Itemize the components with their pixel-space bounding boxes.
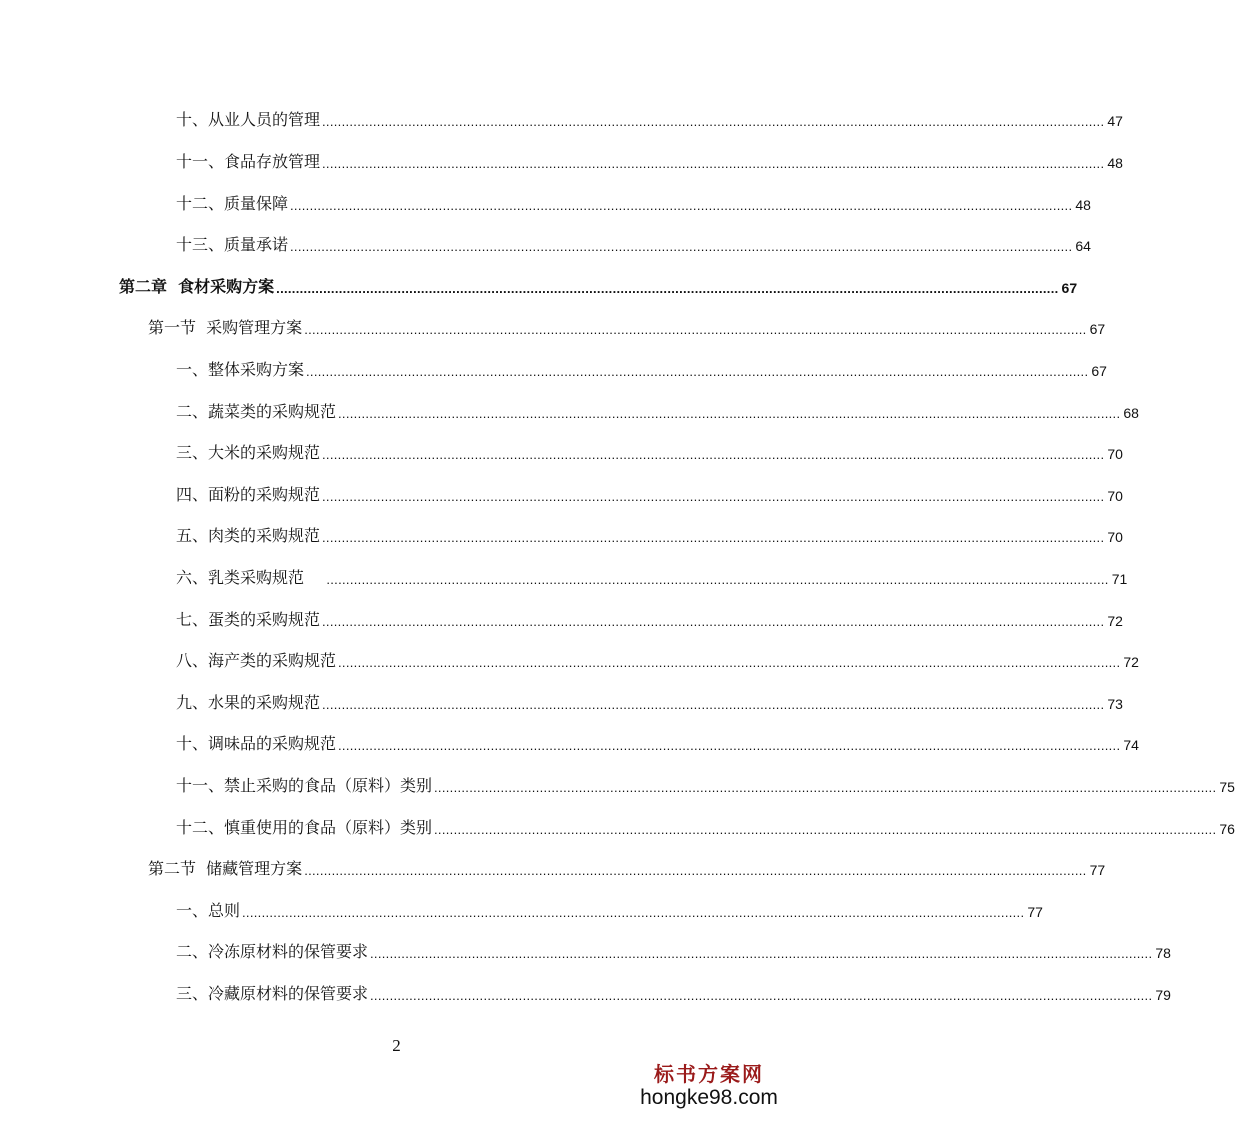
toc-entry-page: 48 bbox=[1075, 197, 1091, 213]
toc-entry-label: 一、整体采购方案 bbox=[176, 360, 305, 379]
toc-entry-label: 第二节 储藏管理方案 bbox=[148, 859, 303, 878]
toc-entry[interactable] bbox=[176, 604, 1123, 630]
toc-entry-page: 70 bbox=[1107, 488, 1123, 504]
toc-leader-dots: ........................................................................................................................................................................................................ bbox=[322, 156, 1105, 171]
toc-entry[interactable] bbox=[176, 562, 1128, 588]
toc-entry[interactable] bbox=[176, 146, 1123, 172]
toc-leader-dots: ........................................................................................................................................................................................................ bbox=[322, 114, 1105, 129]
toc-entry-label: 十、从业人员的管理 bbox=[176, 110, 321, 129]
toc-leader-dots: ........................................................................................................................................................................................................ bbox=[322, 489, 1105, 504]
toc-entry-label: 十一、禁止采购的食品（原料）类别 bbox=[176, 776, 433, 795]
toc-entry[interactable] bbox=[176, 437, 1123, 463]
toc-entry-page: 72 bbox=[1107, 613, 1123, 629]
toc-entry-label: 十一、食品存放管理 bbox=[176, 152, 321, 171]
toc-leader-dots: ........................................................................................................................................................................................................ bbox=[434, 822, 1217, 837]
toc-leader-dots: ........................................................................................................................................................................................................ bbox=[338, 738, 1121, 753]
watermark-site-name: 标书方案网 bbox=[654, 1062, 764, 1086]
toc-entry[interactable] bbox=[176, 520, 1123, 546]
toc-entry[interactable] bbox=[176, 188, 1091, 214]
toc-leader-dots: ........................................................................................................................................................................................................ bbox=[322, 614, 1105, 629]
toc-entry[interactable] bbox=[176, 895, 1043, 921]
toc-leader-dots: ........................................................................................................................................................................................................ bbox=[322, 447, 1105, 462]
toc-entry-label: 十二、慎重使用的食品（原料）类别 bbox=[176, 818, 433, 837]
toc-leader-dots: ........................................................................................................................................................................................................ bbox=[304, 322, 1087, 337]
toc-leader-dots: ........................................................................................................................................................................................................ bbox=[370, 946, 1153, 961]
toc-entry-label: 八、海产类的采购规范 bbox=[176, 651, 337, 670]
toc-entry-page: 67 bbox=[1061, 280, 1078, 296]
page-number: 2 bbox=[392, 1036, 401, 1055]
toc-leader-dots: ........................................................................................................................................................................................................ bbox=[322, 697, 1105, 712]
toc-section-entry[interactable] bbox=[148, 853, 1106, 879]
toc-entry[interactable] bbox=[176, 396, 1139, 422]
toc-entry-label: 第一节 采购管理方案 bbox=[148, 318, 303, 337]
toc-entry[interactable] bbox=[176, 479, 1123, 505]
toc-entry[interactable] bbox=[176, 687, 1123, 713]
toc-entry-label: 十、调味品的采购规范 bbox=[176, 734, 337, 753]
toc-entry-page: 70 bbox=[1107, 446, 1123, 462]
toc-entry-label: 九、水果的采购规范 bbox=[176, 693, 321, 712]
toc-entry-page: 67 bbox=[1091, 363, 1107, 379]
toc-entry[interactable] bbox=[176, 936, 1171, 962]
toc-entry-page: 75 bbox=[1219, 779, 1235, 795]
toc-leader-dots: ........................................................................................................................................................................................................ bbox=[322, 530, 1105, 545]
toc-entry-label: 一、总则 bbox=[176, 901, 241, 920]
toc-entry[interactable] bbox=[176, 645, 1139, 671]
toc-leader-dots: ........................................................................................................................................................................................................ bbox=[338, 655, 1121, 670]
toc-entry-page: 72 bbox=[1123, 654, 1139, 670]
toc-entry-page: 48 bbox=[1107, 155, 1123, 171]
toc-leader-dots: ........................................................................................................................................................................................................ bbox=[242, 905, 1025, 920]
toc-entry-label: 二、蔬菜类的采购规范 bbox=[176, 402, 337, 421]
toc-leader-dots: ........................................................................................................................................................................................................ bbox=[326, 572, 1109, 587]
toc-entry[interactable] bbox=[176, 229, 1091, 255]
toc-chapter-entry[interactable] bbox=[119, 271, 1078, 297]
toc-leader-dots: ........................................................................................................................................................................................................ bbox=[290, 239, 1073, 254]
watermark-url: hongke98.com bbox=[640, 1086, 778, 1109]
toc-entry-label: 三、大米的采购规范 bbox=[176, 443, 321, 462]
toc-leader-dots: ........................................................................................................................................................................................................ bbox=[276, 281, 1059, 296]
toc-entry[interactable] bbox=[176, 770, 1235, 796]
toc-leader-dots: ........................................................................................................................................................................................................ bbox=[338, 406, 1121, 421]
toc-entry-label: 六、乳类采购规范 bbox=[176, 568, 325, 587]
toc-entry-page: 67 bbox=[1089, 321, 1106, 337]
toc-entry-page: 71 bbox=[1111, 571, 1128, 587]
toc-entry[interactable] bbox=[176, 728, 1139, 754]
toc-leader-dots: ........................................................................................................................................................................................................ bbox=[370, 988, 1153, 1003]
toc-entry-page: 73 bbox=[1107, 696, 1123, 712]
toc-leader-dots: ........................................................................................................................................................................................................ bbox=[290, 198, 1073, 213]
toc-entry-page: 74 bbox=[1123, 737, 1139, 753]
toc-entry-label: 二、冷冻原材料的保管要求 bbox=[176, 942, 369, 961]
toc-leader-dots: ........................................................................................................................................................................................................ bbox=[304, 863, 1087, 878]
toc-entry-label: 第二章 食材采购方案 bbox=[119, 277, 275, 296]
toc-section-entry[interactable] bbox=[148, 312, 1106, 338]
toc-entry-page: 76 bbox=[1219, 821, 1235, 837]
toc-entry-page: 68 bbox=[1123, 405, 1139, 421]
watermark-logo bbox=[639, 1062, 779, 1110]
toc-entry-label: 五、肉类的采购规范 bbox=[176, 526, 321, 545]
toc-entry-page: 64 bbox=[1075, 238, 1091, 254]
toc-leader-dots: ........................................................................................................................................................................................................ bbox=[306, 364, 1089, 379]
toc-entry-label: 十三、质量承诺 bbox=[176, 235, 289, 254]
toc-entry-label: 七、蛋类的采购规范 bbox=[176, 610, 321, 629]
toc-entry-page: 77 bbox=[1027, 904, 1043, 920]
toc-leader-dots: ........................................................................................................................................................................................................ bbox=[434, 780, 1217, 795]
toc-entry-page: 47 bbox=[1107, 113, 1123, 129]
toc-entry[interactable] bbox=[176, 812, 1235, 838]
toc-entry-page: 70 bbox=[1107, 529, 1123, 545]
toc-entry-page: 77 bbox=[1089, 862, 1106, 878]
toc-entry-label: 十二、质量保障 bbox=[176, 194, 289, 213]
toc-entry[interactable] bbox=[176, 354, 1107, 380]
toc-entry-page: 78 bbox=[1155, 945, 1171, 961]
toc-entry-label: 三、冷藏原材料的保管要求 bbox=[176, 984, 369, 1003]
toc-entry[interactable] bbox=[176, 104, 1123, 130]
toc-entry-label: 四、面粉的采购规范 bbox=[176, 485, 321, 504]
toc-entry[interactable] bbox=[176, 978, 1171, 1004]
toc-entry-page: 79 bbox=[1155, 987, 1171, 1003]
